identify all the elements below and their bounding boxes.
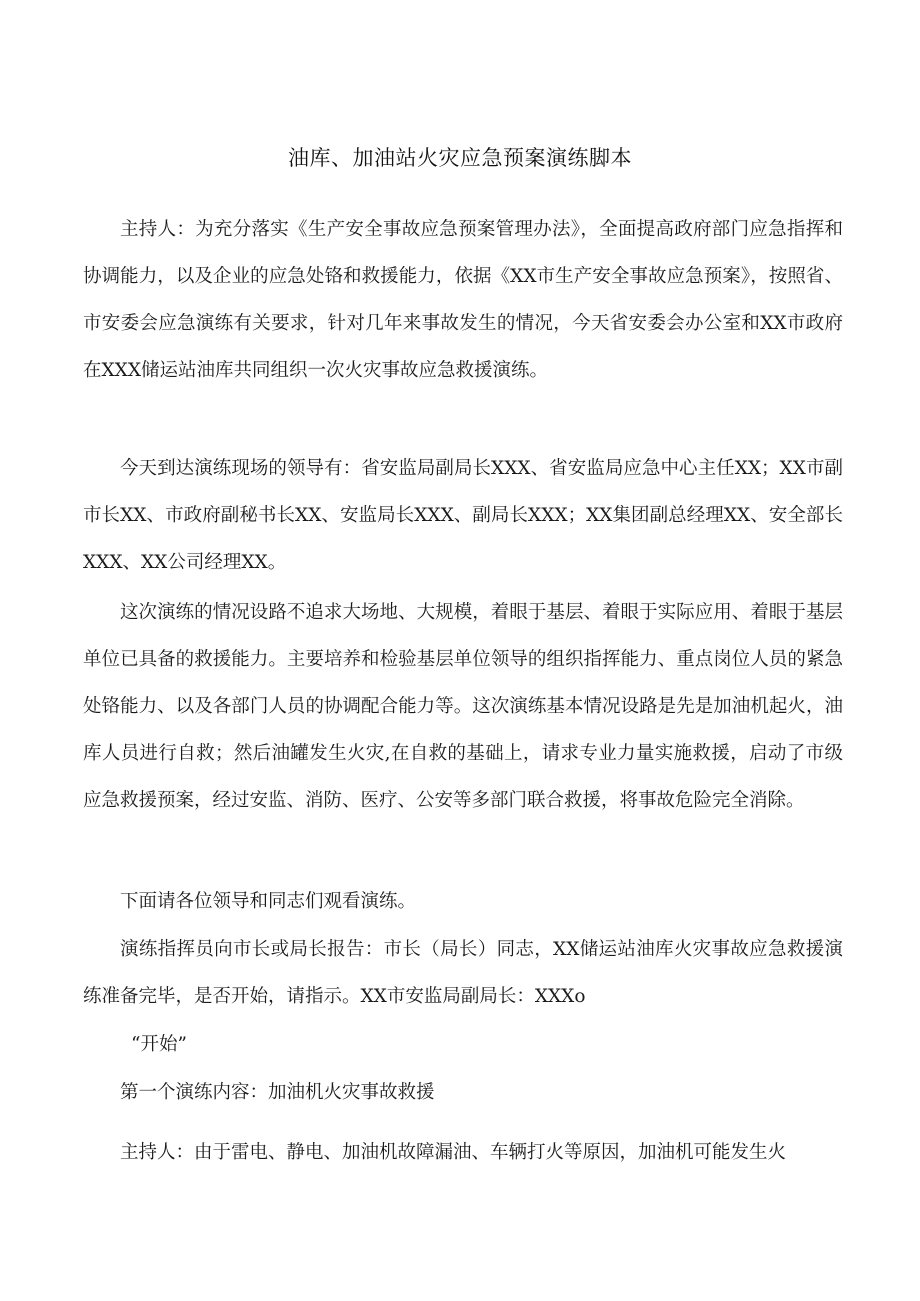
paragraph-section-one: 第一个演练内容：加油机火灾事故救援 (120, 1082, 435, 1103)
paragraph-report: 演练指挥员向市长或局长报告：市长（局长）同志，XX储运站油库火灾事故应急救援演练准备完毕，是否开始，请指示。XX市安监局副局长：XXXo (83, 939, 843, 1007)
paragraph-start: “开始” (131, 1034, 187, 1055)
paragraph-intro: 主持人：为充分落实《生产安全事故应急预案管理办法》，全面提高政府部门应急指挥和协调能力，以及企业的应急处铬和救援能力，依据《XX市生产安全事故应急预案》，按照省、市安委会应急演练有关要求，针对几年来事故发生的情况，今天省安委会办公室和XX市政府在XXX储运站油库共同组织一次火灾事故应急救援演练。 (83, 219, 843, 381)
document-title: 油库、加油站火灾应急预案演练脚本 (288, 146, 632, 170)
paragraph-scenario: 这次演练的情况设路不追求大场地、大规模，着眼于基层、着眼于实际应用、着眼于基层单位已具备的救援能力。主要培养和检验基层单位领导的组织指挥能力、重点岗位人员的紧急处铬能力、以及各部门人员的协调配合能力等。这次演练基本情况设路是先是加油机起火，油库人员进行自救；然后油罐发生火灾,在自救的基础上，请求专业力量实施救援，启动了市级应急救援预案，经过安监、消防、医疗、公安等多部门联合救援，将事故危险完全消除。 (83, 602, 843, 811)
paragraph-leaders: 今天到达演练现场的领导有：省安监局副局长XXX、省安监局应急中心主任XX；XX市副市长XX、市政府副秘书长XX、安监局长XXX、副局长XXX；XX集团副总经理XX、安全部长XXX、XX公司经理XX。 (83, 458, 843, 573)
paragraph-invite: 下面请各位领导和同志们观看演练。 (120, 891, 417, 912)
paragraph-host: 主持人：由于雷电、静电、加油机故障漏油、车辆打火等原因，加油机可能发生火 (120, 1142, 787, 1163)
